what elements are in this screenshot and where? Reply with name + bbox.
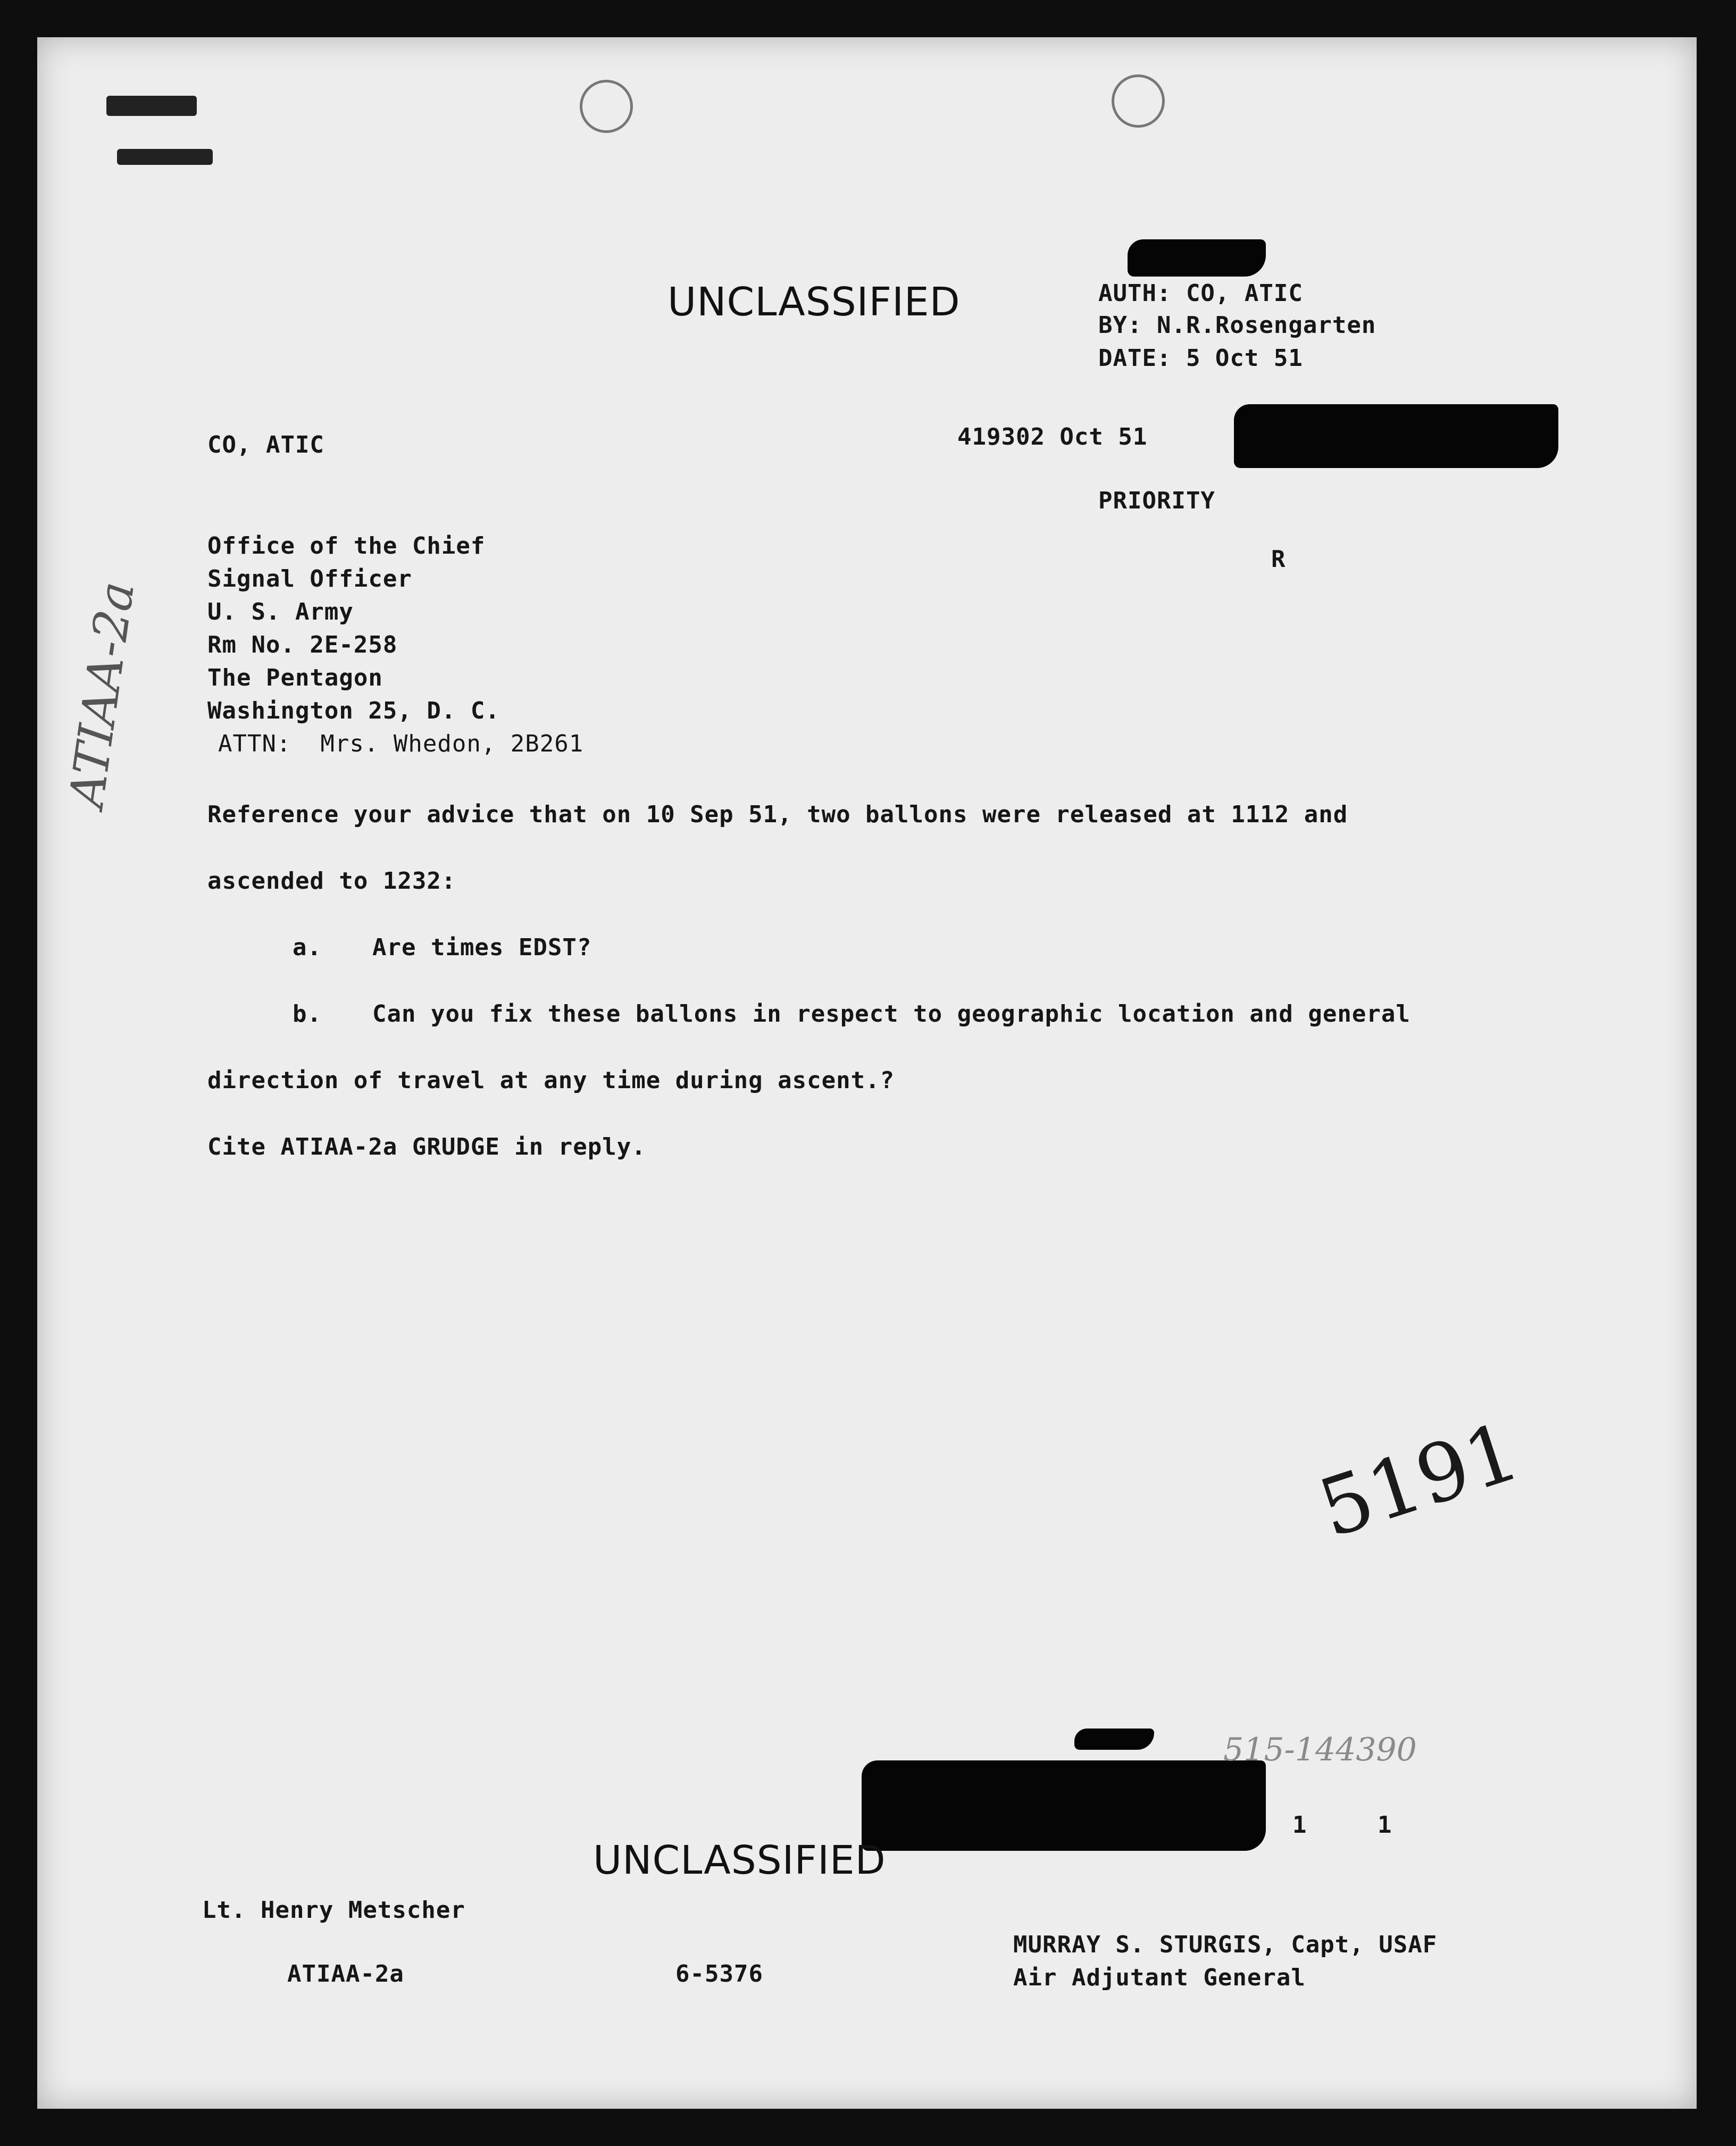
addressee-line-1: Office of the Chief	[207, 532, 486, 560]
signer-title: Air Adjutant General	[1013, 1964, 1306, 1991]
originator: Lt. Henry Metscher	[202, 1897, 465, 1924]
attn-line: ATTN: Mrs. Whedon, 2B261	[218, 730, 584, 757]
header-mark: R	[1271, 546, 1286, 573]
addressee-line-3: U. S. Army	[207, 598, 354, 625]
redaction-header	[1234, 404, 1558, 468]
punch-hole-right	[1112, 74, 1165, 128]
item-a-text: Are times EDST?	[372, 934, 592, 961]
originator-office: ATIAA-2a	[287, 1960, 404, 1988]
item-a-label: a.	[293, 934, 322, 961]
page-total: 1	[1378, 1811, 1392, 1839]
originator-phone: 6-5376	[675, 1960, 763, 1988]
handwritten-file-number: 5191	[1308, 1405, 1530, 1556]
body-line-2: ascended to 1232:	[207, 867, 456, 895]
signer-name: MURRAY S. STURGIS, Capt, USAF	[1013, 1931, 1438, 1958]
punch-hole-left	[580, 80, 633, 133]
margin-handwritten-note: ATIAA-2a	[59, 578, 146, 811]
top-left-smudge	[106, 96, 197, 116]
item-b-label: b.	[293, 1000, 322, 1028]
redaction-bottom-small	[1074, 1729, 1154, 1750]
item-b-text: Can you fix these ballons in respect to geographic location and general	[372, 1000, 1410, 1028]
classification-top: UNCLASSIFIED	[667, 279, 961, 325]
auth-date-line: DATE: 5 Oct 51	[1098, 345, 1303, 372]
redaction-bottom	[862, 1760, 1266, 1851]
from-line: CO, ATIC	[207, 431, 324, 458]
classification-bottom: UNCLASSIFIED	[593, 1838, 886, 1883]
addressee-line-6: Washington 25, D. C.	[207, 697, 500, 724]
top-left-smudge-2	[117, 149, 213, 165]
body-line-1: Reference your advice that on 10 Sep 51, two ballons were released at 1112 and	[207, 801, 1348, 828]
addressee-line-5: The Pentagon	[207, 664, 383, 691]
precedence: PRIORITY	[1098, 487, 1215, 514]
page-number: 1	[1292, 1811, 1307, 1839]
item-b-continuation: direction of travel at any time during ascent.?	[207, 1067, 895, 1094]
document-sheet	[37, 37, 1697, 2109]
handwritten-doc-number: 515-144390	[1223, 1731, 1417, 1768]
addressee-line-2: Signal Officer	[207, 565, 412, 592]
addressee-line-4: Rm No. 2E-258	[207, 631, 398, 658]
date-time-group: 419302 Oct 51	[957, 423, 1148, 450]
auth-line: AUTH: CO, ATIC	[1098, 280, 1303, 307]
redaction-auth	[1128, 239, 1266, 277]
cite-line: Cite ATIAA-2a GRUDGE in reply.	[207, 1133, 646, 1160]
auth-by-line: BY: N.R.Rosengarten	[1098, 312, 1376, 339]
